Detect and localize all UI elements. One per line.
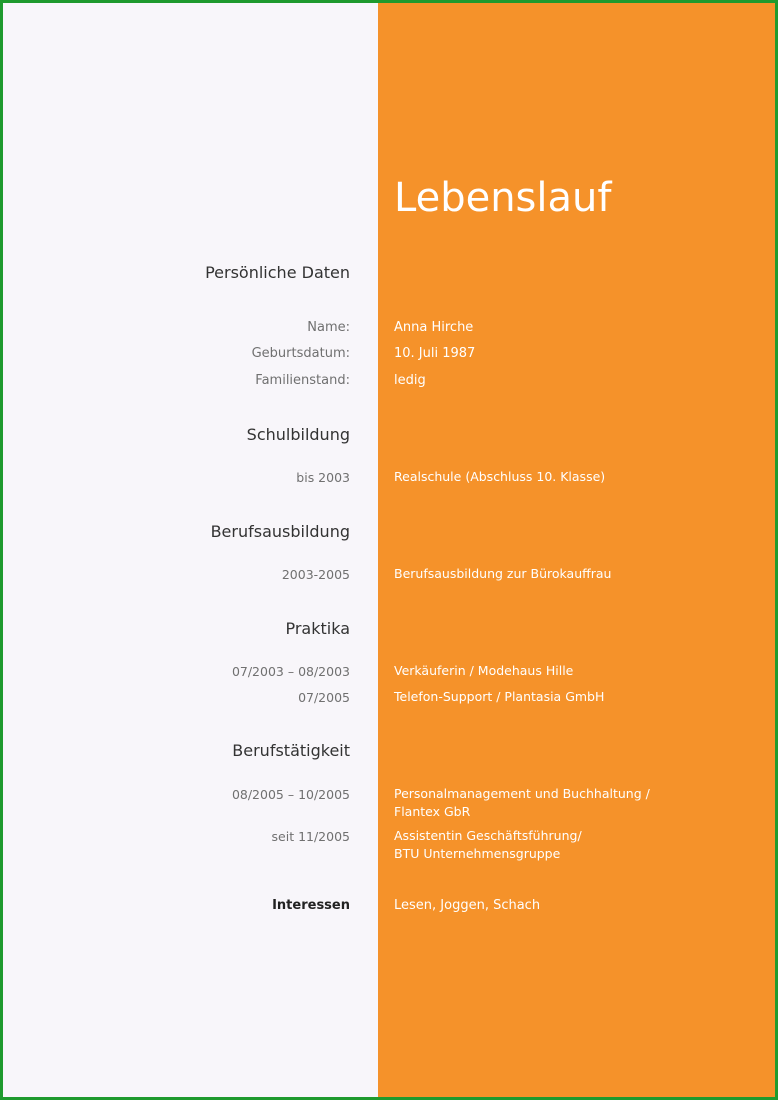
value-training: Berufsausbildung zur Bürokauffrau xyxy=(394,566,612,581)
label-internship-2: 07/2005 xyxy=(298,690,350,705)
label-marital-status: Familienstand: xyxy=(255,373,350,388)
section-heading-career: Berufstätigkeit xyxy=(232,741,350,760)
value-internship-2: Telefon-Support / Plantasia GmbH xyxy=(394,689,605,704)
section-heading-personal: Persönliche Daten xyxy=(205,263,350,282)
label-career-1: 08/2005 – 10/2005 xyxy=(231,787,350,802)
label-name: Name: xyxy=(307,320,350,335)
label-internship-1: 07/2003 – 08/2003 xyxy=(231,664,350,679)
label-birthdate: Geburtsdatum: xyxy=(251,346,350,361)
value-career-2 xyxy=(394,827,674,863)
value-name: Anna Hirche xyxy=(394,320,474,335)
value-career-2-line1: Assistentin Geschäftsführung/ xyxy=(394,828,582,843)
section-heading-school: Schulbildung xyxy=(246,425,350,444)
value-career-1-line1: Personalmanagement und Buchhaltung / xyxy=(394,786,650,801)
value-birthdate: 10. Juli 1987 xyxy=(394,346,476,361)
value-internship-1: Verkäuferin / Modehaus Hille xyxy=(394,663,574,678)
label-school-period: bis 2003 xyxy=(296,470,350,485)
value-marital-status: ledig xyxy=(394,373,426,388)
value-career-1-line2: Flantex GbR xyxy=(394,804,471,819)
orange-column xyxy=(378,3,778,1097)
value-career-1 xyxy=(394,785,674,821)
value-career-2-line2: BTU Unternehmensgruppe xyxy=(394,846,561,861)
label-career-2: seit 11/2005 xyxy=(271,829,350,844)
cv-title: Lebenslauf xyxy=(394,175,612,221)
value-school: Realschule (Abschluss 10. Klasse) xyxy=(394,469,606,484)
label-training-period: 2003-2005 xyxy=(281,567,350,582)
label-interests: Interessen xyxy=(272,898,350,913)
section-heading-internships: Praktika xyxy=(285,619,350,638)
value-interests: Lesen, Joggen, Schach xyxy=(394,898,541,913)
section-heading-training: Berufsausbildung xyxy=(210,522,350,541)
